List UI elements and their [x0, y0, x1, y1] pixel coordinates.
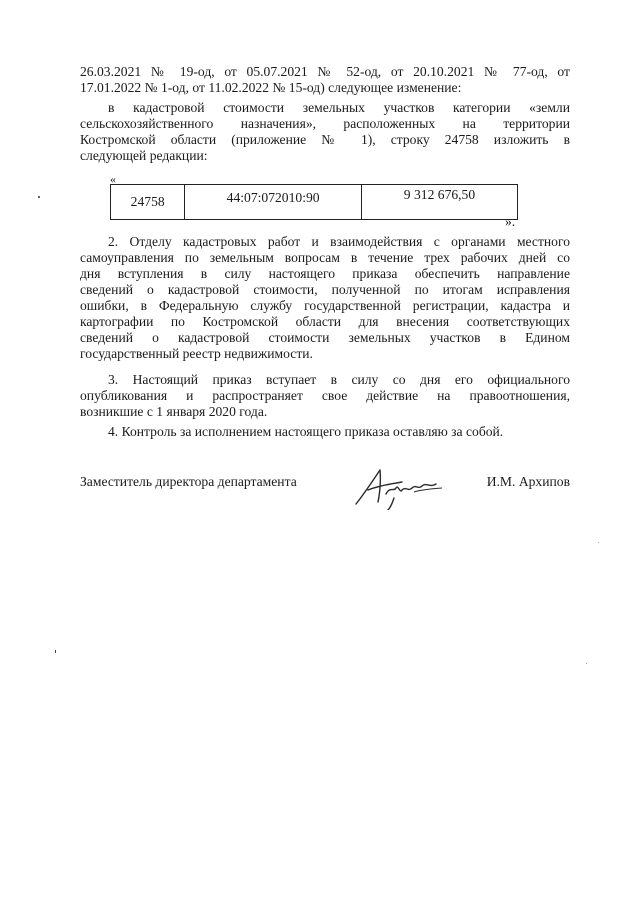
- scan-speck: [586, 663, 587, 664]
- text-line: возникшие с 1 января 2020 года.: [80, 404, 268, 419]
- cadastral-number: 44:07:072010:90: [226, 190, 320, 205]
- text-line: самоуправления по земельным вопросам в течение трех рабочих дней со: [80, 250, 570, 265]
- scan-speck: [598, 542, 599, 543]
- signature-block: [80, 472, 570, 512]
- text-line: следующей редакции:: [80, 148, 208, 163]
- text-line: 4. Контроль за исполнением настоящего приказа оставляю за собой.: [108, 424, 504, 439]
- scan-speck: [55, 650, 56, 653]
- row-number-cell: [111, 185, 185, 220]
- text-line: сведений о кадастровой стоимости земельных участков в Едином: [80, 330, 570, 345]
- paragraph-1: [80, 100, 570, 164]
- text-line: государственный реестр недвижимости.: [80, 346, 313, 361]
- cadastral-value-cell: [361, 185, 517, 220]
- text-line: сельскохозяйственного назначения», расположенных на территории: [80, 116, 570, 131]
- text-line: дня вступления в силу настоящего приказа обеспечить направление: [80, 266, 570, 281]
- cadastral-number-cell: [185, 185, 362, 220]
- handwritten-signature: [350, 464, 450, 510]
- row-number: 24758: [130, 194, 165, 209]
- closing-quote: ».: [505, 214, 516, 229]
- cadastral-value-table: [110, 184, 518, 220]
- paragraph-2: [80, 234, 570, 362]
- paragraph-4: [80, 424, 570, 440]
- paragraph-3: [80, 372, 570, 420]
- text-line: опубликования и распространяет свое действие на правоотношения,: [80, 388, 570, 403]
- text-line: в кадастровой стоимости земельных участков категории «земли: [108, 100, 570, 115]
- text-line: Костромской области (приложение № 1), строку 24758 изложить в: [80, 132, 570, 147]
- text-line: 2. Отделу кадастровых работ и взаимодействия с органами местного: [108, 234, 570, 249]
- signatory-name: И.М. Архипов: [486, 474, 570, 489]
- scan-speck: [38, 196, 40, 198]
- text-line: картографии по Костромской области для внесения соответствующих: [80, 314, 570, 329]
- table-row: [111, 185, 518, 220]
- opening-quote: «: [110, 172, 116, 186]
- cadastral-value: 9 312 676,50: [403, 187, 476, 202]
- intro-paragraph: [80, 64, 570, 96]
- signatory-title: Заместитель директора департамента: [80, 474, 297, 489]
- text-line: сведений о кадастровой стоимости, полученной по итогам исправления: [80, 282, 570, 297]
- text-line: ошибки, в Федеральную службу государственной регистрации, кадастра и: [80, 298, 570, 313]
- text-line: 26.03.2021 № 19-од, от 05.07.2021 № 52-од, от 20.10.2021 № 77-од, от: [80, 64, 570, 79]
- text-line: 17.01.2022 № 1-од, от 11.02.2022 № 15-од) следующее изменение:: [80, 80, 462, 95]
- text-line: 3. Настоящий приказ вступает в силу со дня его официального: [108, 372, 570, 387]
